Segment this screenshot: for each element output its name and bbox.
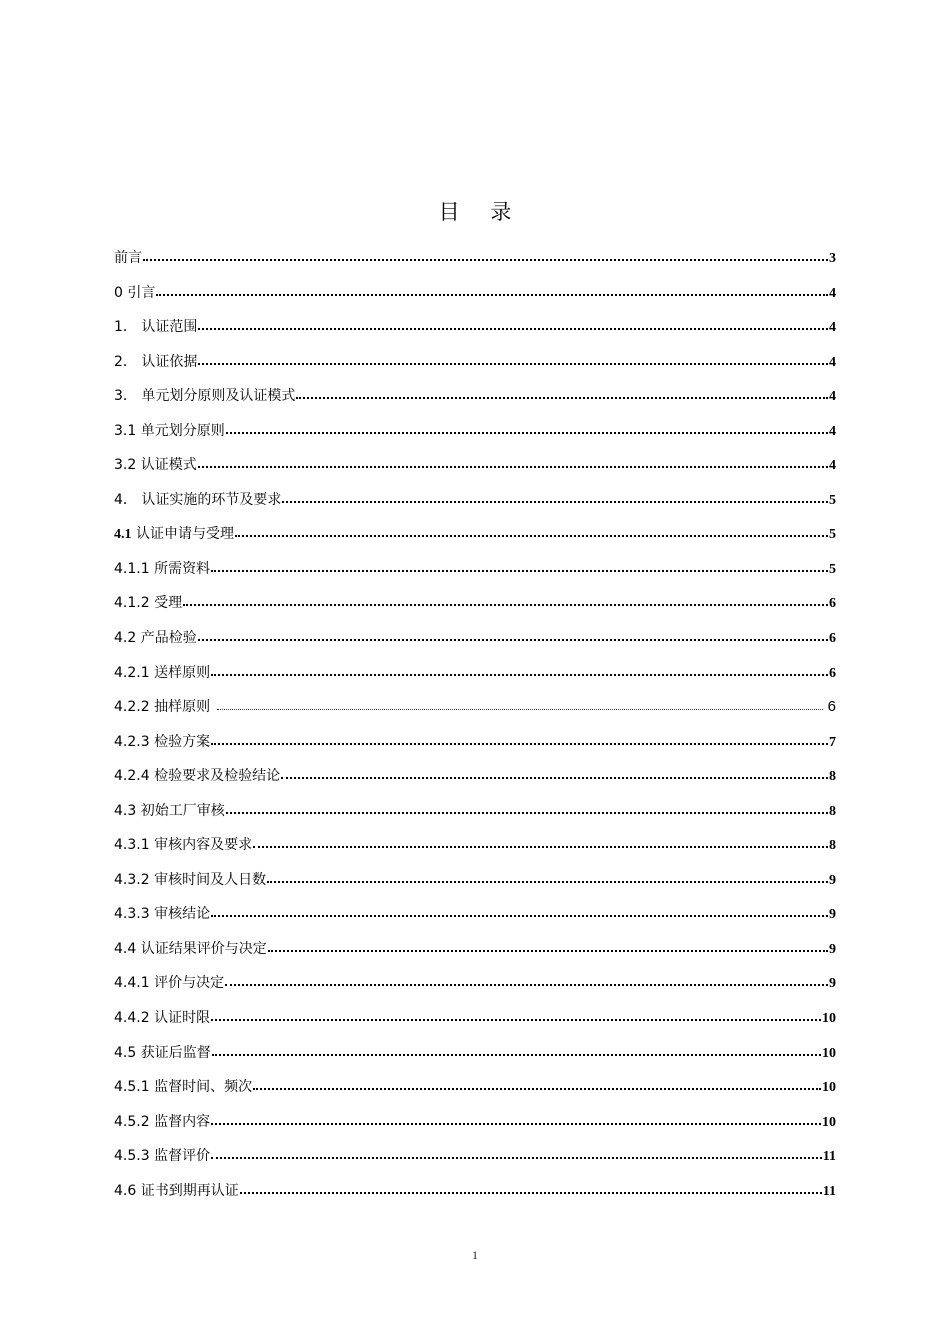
dot-leader bbox=[211, 559, 828, 573]
dot-leader bbox=[156, 283, 828, 297]
toc-entry-3[interactable] bbox=[114, 386, 836, 421]
toc-entry-label: 3.2 认证模式 bbox=[114, 457, 197, 474]
section-text: 认证申请与受理 bbox=[131, 526, 234, 543]
toc-entry-label: 4.2.3 检验方案 bbox=[114, 733, 211, 750]
toc-entry-4-1[interactable] bbox=[114, 524, 836, 559]
section-number: 4.1 bbox=[114, 527, 132, 543]
toc-entry-label: 3． 单元划分原则及认证模式 bbox=[114, 388, 296, 405]
toc-entry-page: 7 bbox=[829, 734, 836, 750]
toc-entry-label: 4.4.2 认证时限 bbox=[114, 1010, 211, 1027]
toc-entry-label: 4.5.1 监督时间、频次 bbox=[114, 1079, 253, 1096]
toc-entry-page: 11 bbox=[822, 1183, 836, 1199]
toc-entry-page: 8 bbox=[829, 803, 836, 819]
dot-leader bbox=[268, 939, 828, 953]
toc-entry-label: 4.4.1 评价与决定 bbox=[114, 975, 225, 992]
toc-entry-introduction[interactable] bbox=[114, 283, 836, 318]
toc-entry-page: 4 bbox=[829, 458, 836, 474]
toc-entry-4-6[interactable] bbox=[114, 1181, 836, 1216]
toc-entry-3-1[interactable] bbox=[114, 421, 836, 456]
toc-entry-label: 4.6 证书到期再认证 bbox=[114, 1182, 239, 1199]
toc-entry-4-2[interactable] bbox=[114, 628, 836, 663]
toc-entry-page: 6 bbox=[829, 665, 836, 681]
dot-leader bbox=[211, 732, 828, 746]
toc-entry-label bbox=[114, 524, 234, 545]
toc-entry-label: 4.3 初始工厂审核 bbox=[114, 802, 225, 819]
dot-leader bbox=[212, 1043, 821, 1057]
dot-leader bbox=[226, 801, 828, 815]
toc-entry-page: 4 bbox=[829, 423, 836, 439]
toc-entry-label: 4.1.2 受理 bbox=[114, 595, 183, 612]
toc-entry-page: 9 bbox=[829, 941, 836, 957]
dot-leader bbox=[183, 593, 828, 607]
dot-leader bbox=[198, 628, 828, 642]
toc-entry-preface[interactable] bbox=[114, 248, 836, 283]
toc-entry-3-2[interactable] bbox=[114, 455, 836, 490]
toc-entry-page: 6 bbox=[827, 698, 836, 716]
toc-entry-page: 5 bbox=[829, 492, 836, 508]
toc-entry-4-2-2[interactable] bbox=[114, 697, 836, 732]
dot-leader bbox=[253, 835, 828, 849]
toc-entry-label: 前言 bbox=[114, 250, 142, 266]
dot-leader bbox=[281, 766, 828, 780]
toc-entry-4-4-2[interactable] bbox=[114, 1008, 836, 1043]
dot-leader bbox=[240, 1181, 822, 1195]
toc-entry-page: 4 bbox=[829, 354, 836, 370]
toc-entry-page: 4 bbox=[829, 285, 836, 301]
toc-entry-4-5[interactable] bbox=[114, 1043, 836, 1078]
toc-entry-page: 9 bbox=[829, 976, 836, 992]
dot-leader bbox=[282, 490, 828, 504]
toc-entry-label: 4.2.2 抽样原则 bbox=[114, 699, 211, 716]
table-of-contents bbox=[114, 248, 836, 1215]
toc-entry-page: 10 bbox=[822, 1114, 836, 1130]
toc-entry-label: 4.3.1 审核内容及要求 bbox=[114, 837, 253, 854]
toc-entry-label: 4.5.3 监督评价 bbox=[114, 1148, 211, 1165]
dot-leader bbox=[211, 1146, 822, 1160]
toc-entry-label: 4.3.3 审核结论 bbox=[114, 906, 211, 923]
toc-entry-label: 4.4 认证结果评价与决定 bbox=[114, 940, 267, 957]
toc-entry-2[interactable] bbox=[114, 352, 836, 387]
dot-leader bbox=[198, 352, 828, 366]
toc-entry-4-3[interactable] bbox=[114, 801, 836, 836]
toc-title: 目 录 bbox=[438, 200, 524, 224]
toc-entry-label: 3.1 单元划分原则 bbox=[114, 422, 225, 439]
toc-entry-1[interactable] bbox=[114, 317, 836, 352]
dot-leader bbox=[226, 421, 828, 435]
toc-entry-4-1-1[interactable] bbox=[114, 559, 836, 594]
toc-entry-label: 0 引言 bbox=[114, 284, 156, 301]
dot-leader bbox=[211, 1112, 821, 1126]
toc-entry-4-3-3[interactable] bbox=[114, 904, 836, 939]
toc-entry-label: 4.2 产品检验 bbox=[114, 630, 197, 647]
dot-leader bbox=[211, 663, 828, 677]
toc-entry-page: 4 bbox=[829, 389, 836, 405]
toc-entry-label: 4.2.1 送样原则 bbox=[114, 664, 211, 681]
toc-entry-4-5-3[interactable] bbox=[114, 1146, 836, 1181]
toc-entry-page: 11 bbox=[822, 1149, 836, 1165]
dot-leader bbox=[198, 317, 828, 331]
toc-entry-page: 6 bbox=[829, 631, 836, 647]
toc-entry-4-2-3[interactable] bbox=[114, 732, 836, 767]
toc-entry-page: 10 bbox=[822, 1011, 836, 1027]
toc-entry-page: 9 bbox=[829, 907, 836, 923]
dot-leader bbox=[143, 248, 828, 262]
page-number: 1 bbox=[472, 1248, 478, 1262]
dot-leader bbox=[267, 870, 828, 884]
toc-entry-label: 4． 认证实施的环节及要求 bbox=[114, 491, 282, 508]
toc-entry-4-2-1[interactable] bbox=[114, 663, 836, 698]
toc-entry-page: 3 bbox=[829, 251, 836, 266]
toc-entry-page: 10 bbox=[822, 1045, 836, 1061]
dot-leader bbox=[225, 973, 828, 987]
dot-leader bbox=[253, 1077, 821, 1091]
toc-entry-page: 9 bbox=[829, 872, 836, 888]
toc-entry-label: 2． 认证依据 bbox=[114, 353, 198, 370]
dot-leader bbox=[296, 386, 828, 400]
toc-entry-label: 4.3.2 审核时间及人日数 bbox=[114, 871, 267, 888]
toc-entry-label: 4.5.2 监督内容 bbox=[114, 1113, 211, 1130]
toc-entry-4-4[interactable] bbox=[114, 939, 836, 974]
toc-entry-label: 1． 认证范围 bbox=[114, 319, 198, 336]
toc-entry-label: 4.2.4 检验要求及检验结论 bbox=[114, 768, 281, 785]
toc-entry-page: 5 bbox=[829, 527, 836, 543]
toc-entry-page: 10 bbox=[822, 1080, 836, 1096]
toc-entry-page: 5 bbox=[829, 561, 836, 577]
toc-entry-4-2-4[interactable] bbox=[114, 766, 836, 801]
toc-entry-page: 8 bbox=[829, 769, 836, 785]
toc-entry-page: 4 bbox=[829, 320, 836, 336]
toc-entry-4-4-1[interactable] bbox=[114, 973, 836, 1008]
toc-entry-4-3-1[interactable] bbox=[114, 835, 836, 870]
toc-entry-4-1-2[interactable] bbox=[114, 593, 836, 628]
toc-entry-4-5-2[interactable] bbox=[114, 1112, 836, 1147]
dot-leader bbox=[235, 524, 828, 538]
toc-entry-page: 8 bbox=[829, 838, 836, 854]
dot-leader bbox=[211, 1008, 821, 1022]
toc-entry-4-5-1[interactable] bbox=[114, 1077, 836, 1112]
toc-entry-4-3-2[interactable] bbox=[114, 870, 836, 905]
dot-leader bbox=[211, 904, 828, 918]
toc-entry-label: 4.5 获证后监督 bbox=[114, 1044, 211, 1061]
toc-entry-4[interactable] bbox=[114, 490, 836, 525]
dot-leader bbox=[198, 455, 828, 469]
toc-entry-page: 6 bbox=[829, 596, 836, 612]
dot-leader bbox=[211, 697, 827, 711]
toc-entry-label: 4.1.1 所需资料 bbox=[114, 560, 211, 577]
